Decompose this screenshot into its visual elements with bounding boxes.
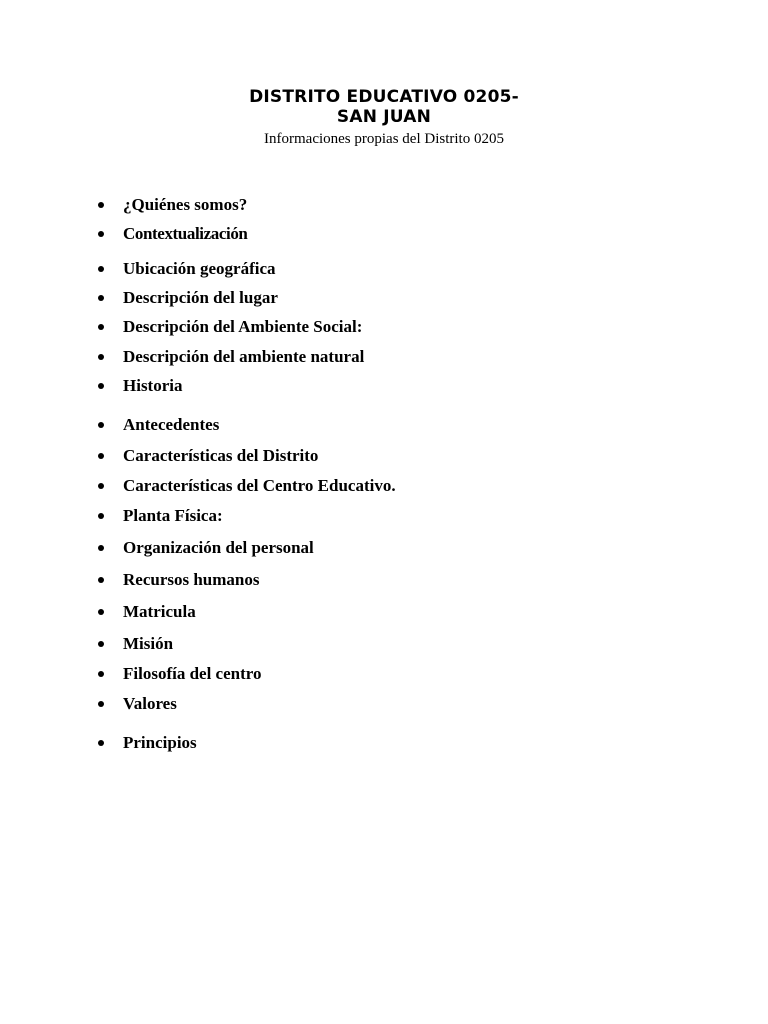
list-item — [96, 346, 364, 368]
bullet-icon — [98, 422, 104, 428]
bullet-icon — [98, 577, 104, 583]
list-item — [96, 316, 362, 338]
list-item-label: Descripción del lugar — [123, 288, 278, 307]
list-item-label: ¿Quiénes somos? — [123, 195, 248, 214]
list-item-label: Recursos humanos — [123, 570, 260, 589]
bullet-icon — [98, 383, 104, 389]
list-item-label: Filosofía del centro — [123, 664, 262, 683]
list-item — [96, 633, 173, 655]
list-item — [96, 663, 262, 685]
list-item — [96, 505, 223, 527]
bullet-icon — [98, 740, 104, 746]
document-title-line-2: SAN JUAN — [336, 107, 432, 127]
bullet-icon — [98, 266, 104, 272]
list-item — [96, 414, 219, 436]
bullet-icon — [98, 513, 104, 519]
bullet-icon — [98, 295, 104, 301]
list-item — [96, 287, 278, 309]
list-item — [96, 569, 260, 591]
bullet-icon — [98, 701, 104, 707]
list-item — [96, 375, 183, 397]
bullet-icon — [98, 453, 104, 459]
list-item-label: Características del Distrito — [123, 446, 319, 465]
list-item-label: Antecedentes — [123, 415, 220, 434]
bullet-icon — [98, 609, 104, 615]
document-title-line-1: DISTRITO EDUCATIVO 0205- — [249, 87, 519, 107]
list-item — [96, 732, 197, 754]
list-item — [96, 601, 196, 623]
list-item — [96, 475, 396, 497]
list-item-label: Descripción del ambiente natural — [123, 347, 365, 366]
list-item-label: Matricula — [123, 602, 196, 621]
bullet-icon — [98, 545, 104, 551]
list-item — [96, 223, 247, 245]
list-item-label: Principios — [123, 733, 197, 752]
list-item-label: Características del Centro Educativo. — [123, 476, 396, 495]
list-item-label: Contextualización — [123, 224, 248, 243]
list-item — [96, 537, 314, 559]
document-subtitle: Informaciones propias del Distrito 0205 — [264, 131, 504, 147]
list-item-label: Ubicación geográfica — [123, 259, 276, 278]
list-item — [96, 194, 247, 216]
list-item — [96, 258, 276, 280]
list-item — [96, 445, 318, 467]
bullet-icon — [98, 324, 104, 330]
bullet-icon — [98, 202, 104, 208]
list-item — [96, 693, 177, 715]
bullet-icon — [98, 354, 104, 360]
list-item-label: Planta Física: — [123, 506, 223, 525]
list-item-label: Organización del personal — [123, 538, 314, 557]
bullet-icon — [98, 671, 104, 677]
bullet-icon — [98, 231, 104, 237]
list-item-label: Valores — [123, 694, 177, 713]
list-item-label: Misión — [123, 634, 174, 653]
bullet-icon — [98, 483, 104, 489]
list-item-label: Descripción del Ambiente Social: — [123, 317, 363, 336]
list-item-label: Historia — [123, 376, 183, 395]
bullet-icon — [98, 641, 104, 647]
